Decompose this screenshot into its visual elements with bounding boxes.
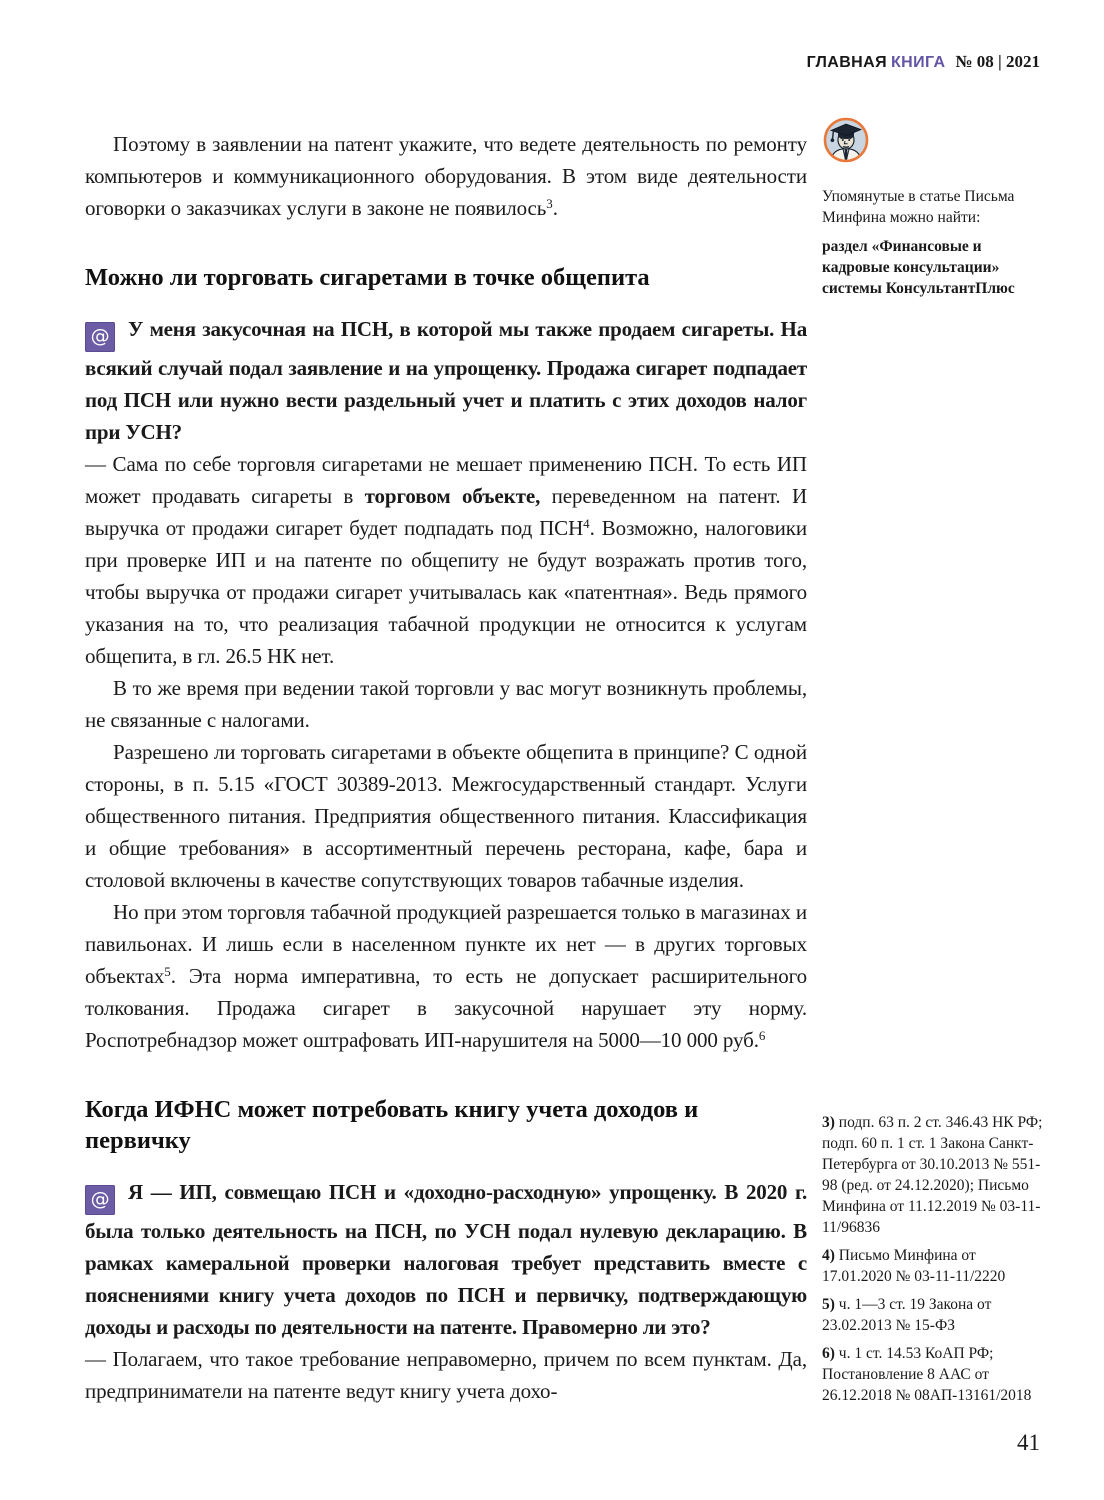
page-number: 41	[1017, 1430, 1040, 1455]
issue-number: № 08 | 2021	[955, 52, 1040, 71]
footnote-number: 4)	[822, 1247, 835, 1264]
brand-secondary: КНИГА	[890, 54, 946, 71]
section-heading-2: Когда ИФНС может потребовать книгу учета доходов и первичку	[85, 1096, 699, 1154]
footnote-number: 3)	[822, 1114, 835, 1131]
question-block-1	[85, 313, 807, 448]
footnote-text: подп. 63 п. 2 ст. 346.43 НК РФ; подп. 60 п. 1 ст. 1 Закона Санкт-Петербурга от 30.10.2013 № 551-98 (ред. от 24.12.2020); Письмо Минфина от 11.12.2019 № 03-11-11/96836	[822, 1114, 1043, 1236]
at-icon: @	[85, 1185, 115, 1215]
answer-paragraph: — Сама по себе торговля сигаретами не мешает применению ПСН. То есть ИП может продавать сигареты в торговом объекте, переведенном на патент. И выручка от продажи сигарет будет подпадать под ПСН$^4$. Возможно, налоговики при проверке ИП и на патенте по общепиту не будут возражать против того, чтобы выручка от продажи сигарет учитывалась как «патентная». Ведь прямого указания на то, что реализация табачной продукции не относится к услугам общепита, в гл. 26.5 НК нет.	[85, 452, 808, 668]
footnote-number: 6)	[822, 1345, 835, 1362]
question-text-1: У меня закусочная на ПСН, в которой мы также продаем сигареты. На всякий случай подал заявление и на упрощенку. Продажа сигарет подпадает под ПСН или нужно вести раздельный учет и платить с этих доходов налог при УСН?	[85, 317, 807, 444]
footnote-text: ч. 1—3 ст. 19 Закона от 23.02.2013 № 15-ФЗ	[822, 1296, 992, 1334]
footnote-number: 5)	[822, 1296, 835, 1313]
brand-primary: ГЛАВНАЯ	[806, 54, 887, 71]
answer-paragraph: — Полагаем, что такое требование неправомерно, причем по всем пунктам. Да, предприниматели на патенте ведут книгу учета дохо-	[85, 1347, 807, 1403]
footnote-text: Письмо Минфина от 17.01.2020 № 03-11-11/2220	[822, 1247, 1006, 1285]
footnote-item	[822, 1245, 1044, 1287]
sidebar-note-text: Упомянутые в статье Письма Минфина можно найти:	[822, 188, 1015, 226]
footnote-text: ч. 1 ст. 14.53 КоАП РФ; Постановление 8 ААС от 26.12.2018 № 08АП-13161/2018	[822, 1345, 1032, 1404]
section-heading-1: Можно ли торговать сигаретами в точке общепита	[85, 264, 650, 291]
footnotes	[822, 1112, 1044, 1413]
scholar-avatar-icon	[822, 116, 1042, 170]
sidebar-note-bold: раздел «Финансовые и кадровые консультации» системы КонсультантПлюс	[822, 238, 1015, 297]
answer-paragraph: Но при этом торговля табачной продукцией разрешается только в магазинах и павильонах. И лишь если в населенном пункте их нет — в других торговых объектах$^5$. Эта норма императивна, то есть не допускает расширительного толкования. Продажа сигарет в закусочной нарушает эту норму. Роспотребнадзор может оштрафовать ИП-нарушителя на 5000—10 000 руб.$^6$	[85, 900, 807, 1052]
footnote-item	[822, 1112, 1044, 1238]
sidebar	[822, 116, 1042, 299]
answer-paragraph: Разрешено ли торговать сигаретами в объекте общепита в принципе? С одной стороны, в п. 5.15 «ГОСТ 30389-2013. Межгосударственный стандарт. Услуги общественного питания. Предприятия общественного питания. Классификация и общие требования» в ассортиментный перечень ресторана, кафе, бара и столовой включены в качестве сопутствующих товаров табачные изделия.	[85, 740, 807, 892]
answer-paragraph: В то же время при ведении такой торговли у вас могут возникнуть проблемы, не связанные с налогами.	[85, 676, 807, 732]
intro-paragraph: Поэтому в заявлении на патент укажите, что ведете деятельность по ремонту компьютеров и коммуникационного оборудования. В этом виде деятельности оговорки о заказчиках услуги в законе не появилось$^3$.	[85, 132, 807, 220]
at-icon: @	[85, 322, 115, 352]
footnote-item	[822, 1343, 1044, 1406]
question-block-2	[85, 1176, 807, 1343]
question-text-2: Я — ИП, совмещаю ПСН и «доходно-расходную» упрощенку. В 2020 г. была только деятельность на ПСН, по УСН подал нулевую декларацию. В рамках камеральной проверки налоговая требует представить вместе с пояснениями книгу учета доходов по ПСН и первичку, подтверждающую доходы и расходы по деятельности на патенте. Правомерно ли это?	[85, 1180, 807, 1339]
footnote-item	[822, 1294, 1044, 1336]
page-header	[807, 52, 1040, 72]
main-column	[85, 128, 807, 1407]
